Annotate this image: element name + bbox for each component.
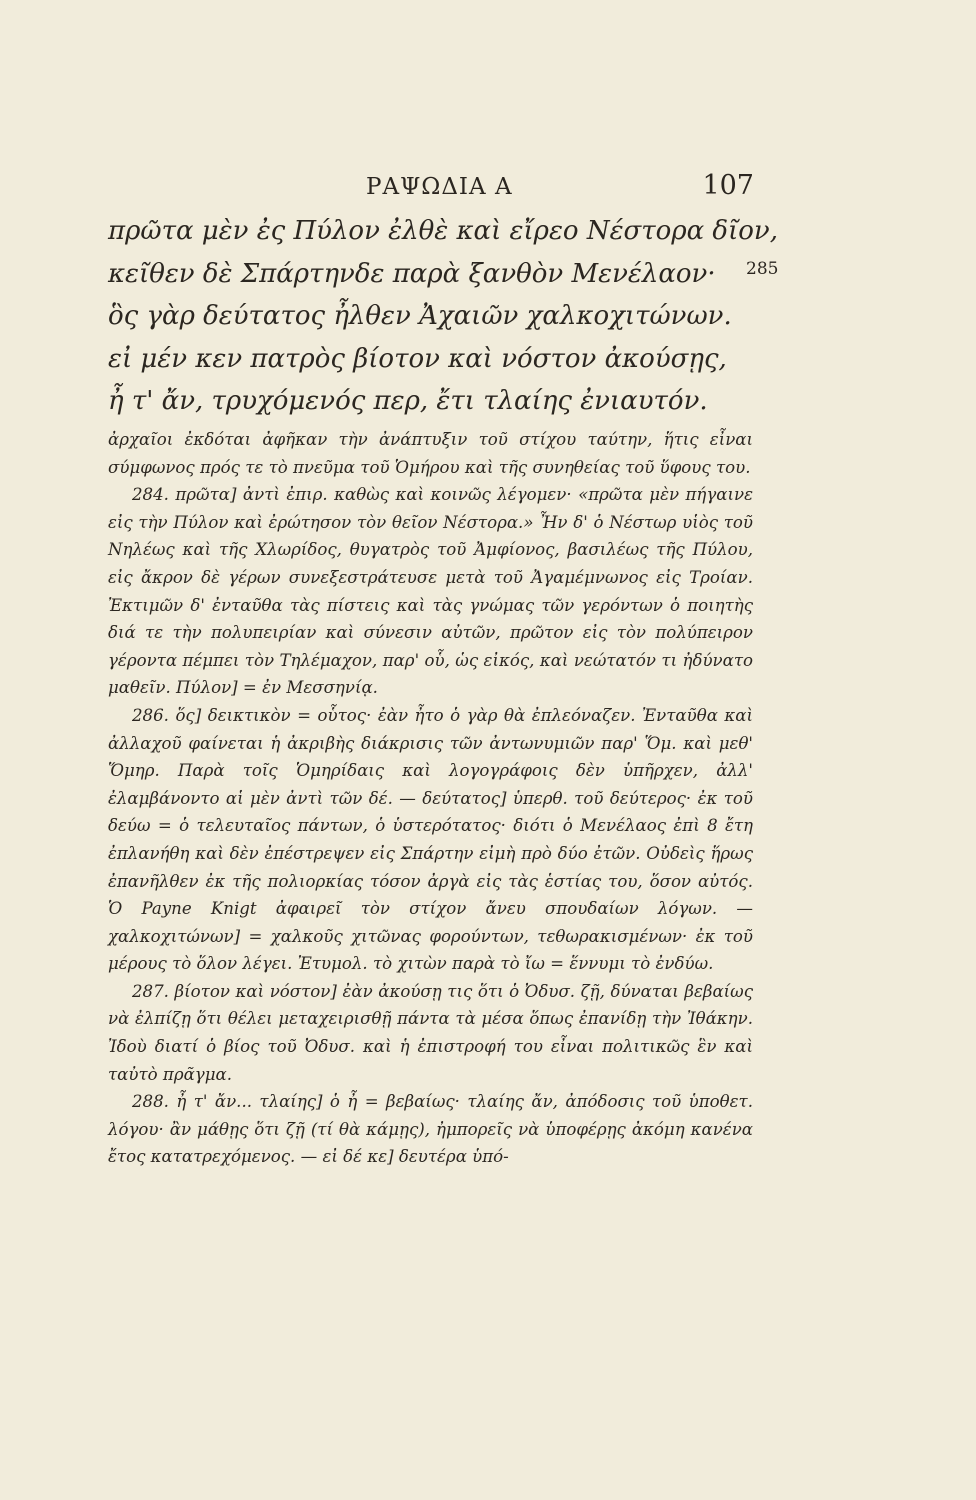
commentary-paragraph: ἀρχαῖοι ἐκδόται ἀφῆκαν τὴν ἀνάπτυξιν τοῦ στίχου ταύτην, ἥτις εἶναι σύμφωνος πρός τε τὸ πνεῦμα τοῦ Ὁμήρου καὶ τῆς συνηθείας τοῦ ὕφους του. [108,430,753,477]
commentary-paragraph: 287. βίοτον καὶ νόστον] ἐὰν ἀκούσῃ τις ὅτι ὁ Ὀδυσ. ζῇ, δύναται βεβαίως νὰ ἐλπίζῃ ὅτι θέλει μεταχειρισθῇ πάντα τὰ μέσα ὅπως ἐπανίδῃ τὴν Ἰθάκην. Ἰδοὺ διατί ὁ βίος τοῦ Ὀδυσ. καὶ ἡ ἐπιστροφή του εἶναι πολιτικῶς ἓν καὶ ταὐτὸ πρᾶγμα. [108,981,753,1084]
verse-line: ἦ τ' ἄν, τρυχόμενός περ, ἔτι τλαίης ἐνιαυτόν. [108,386,708,416]
commentary-block [108,426,753,1171]
page-number: 107 [702,170,754,201]
verse-line-number: 285 [746,259,779,279]
commentary-paragraph: 286. ὅς] δεικτικὸν = οὗτος· ἐὰν ἦτο ὁ γὰρ θὰ ἐπλεόναζεν. Ἐνταῦθα καὶ ἀλλαχοῦ φαίνεται ἡ ἀκριβὴς διάκρισις τῶν ἀντωνυμιῶν παρ' Ὅμ. καὶ μεθ' Ὅμηρ. Παρὰ τοῖς Ὁμηρίδαις καὶ λογογράφοις δὲν ὑπῆρχεν, ἀλλ' ἐλαμβάνοντο αἱ μὲν ἀντὶ τῶν δέ. — δεύτατος] ὑπερθ. τοῦ δεύτερος· ἐκ τοῦ δεύω = ὁ τελευταῖος πάντων, ὁ ὑστερότατος· διότι ὁ Μενέλαος ἐπὶ 8 ἔτη ἐπλανήθη καὶ δὲν ἐπέστρεψεν εἰς Σπάρτην εἰμὴ πρὸ δύο ἐτῶν. Οὐδεὶς ἥρως ἐπανῆλθεν ἐκ τῆς πολιορκίας τόσον ἀργὰ εἰς τὰς ἑστίας του, ὅσον αὐτός. Ὁ Payne Knigt ἀφαιρεῖ τὸν στίχον ἄνευ σπουδαίων λόγων. — χαλκοχιτώνων] = χαλκοῦς χιτῶνας φορούντων, τεθωρακισμένων· ἐκ τοῦ μέρους τὸ ὅλον λέγει. Ἐτυμολ. τὸ χιτὼν παρὰ τὸ ἴω = ἕννυμι τὸ ἐνδύω. [108,705,753,974]
commentary-paragraph: 284. πρῶτα] ἀντὶ ἐπιρ. καθὼς καὶ κοινῶς λέγομεν· «πρῶτα μὲν πήγαινε εἰς τὴν Πύλον καὶ ἐρώτησον τὸν θεῖον Νέστορα.» Ἦν δ' ὁ Νέστωρ υἱὸς τοῦ Νηλέως καὶ τῆς Χλωρίδος, θυγατρὸς τοῦ Ἀμφίονος, βασιλέως τῆς Πύλου, εἰς ἄκρον δὲ γέρων συνεξεστράτευσε μετὰ τοῦ Ἀγαμέμνωνος εἰς Τροίαν. Ἐκτιμῶν δ' ἐνταῦθα τὰς πίστεις καὶ τὰς γνώμας τῶν γερόντων ὁ ποιητὴς διά τε τὴν πολυπειρίαν καὶ σύνεσιν αὐτῶν, πρῶτον εἰς τὸν πολύπειρον γέροντα πέμπει τὸν Τηλέμαχον, παρ' οὗ, ὡς εἰκός, καὶ νεώτατόν τι ἠδύνατο μαθεῖν. Πύλον] = ἐν Μεσσηνίᾳ. [108,485,753,698]
verse-line: πρῶτα μὲν ἐς Πύλον ἐλθὲ καὶ εἴρεο Νέστορα δῖον, [108,216,778,246]
commentary-paragraph: 288. ἦ τ' ἄν... τλαίης] ὁ ἦ = βεβαίως· τλαίης ἄν, ἀπόδοσις τοῦ ὑποθετ. λόγου· ἂν μάθῃς ὅτι ζῇ (τί θὰ κάμῃς), ἠμπορεῖς νὰ ὑποφέρῃς ἀκόμη κανένα ἔτος κατατρεχόμενος. — εἰ δέ κε] δευτέρα ὑπό- [108,1092,753,1167]
verse-line: εἰ μέν κεν πατρὸς βίοτον καὶ νόστον ἀκούσῃς, [108,343,727,374]
running-title: ΡΑΨΩΔΙΑ Α [366,174,513,200]
verse-line: κεῖθεν δὲ Σπάρτηνδε παρὰ ξανθὸν Μενέλαον· [108,258,716,289]
verse-line: ὃς γὰρ δεύτατος ἦλθεν Ἀχαιῶν χαλκοχιτώνων. [108,301,732,331]
